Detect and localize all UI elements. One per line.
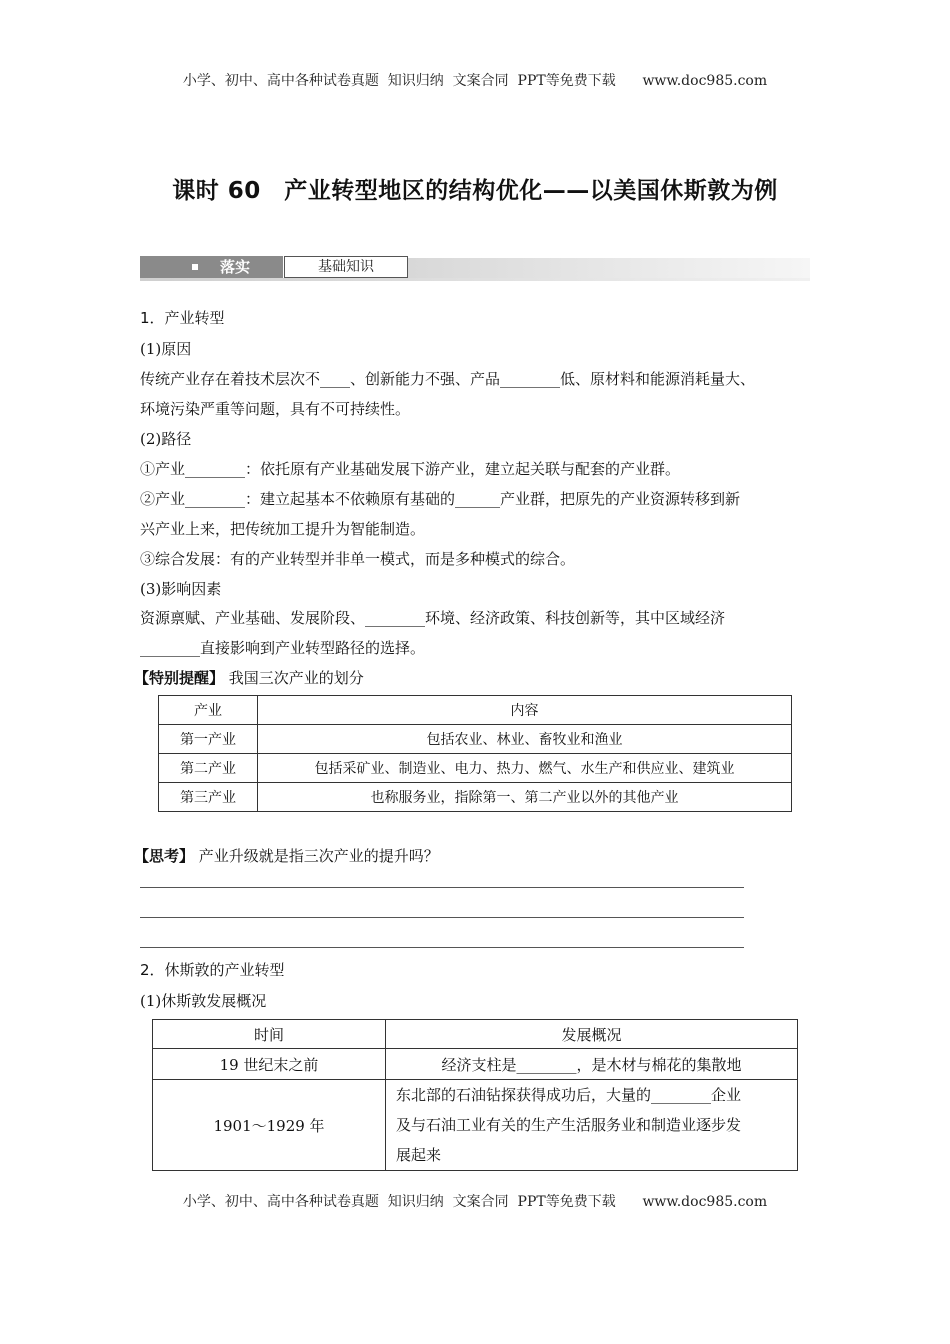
page-footer: 小学、初中、高中各种试卷真题 知识归纳 文案合同 PPT等免费下载 www.doc985.com xyxy=(182,1194,768,1210)
table-cell-line: 及与石油工业有关的生产生活服务业和制造业逐步发 xyxy=(396,1116,742,1134)
banner-dark-tab xyxy=(140,256,283,278)
table-row xyxy=(153,1080,798,1171)
section1-p1-line1: 传统产业存在着技术层次不____、创新能力不强、产品________低、原材料和能源消耗量大、 xyxy=(140,370,756,388)
table-cell: 19 世纪末之前 xyxy=(153,1049,386,1080)
table-cell: 包括农业、林业、畜牧业和渔业 xyxy=(258,725,792,754)
table-header-row xyxy=(153,1020,798,1049)
reminder-text: 我国三次产业的划分 xyxy=(228,669,364,687)
table-cell: 1901～1929 年 xyxy=(153,1080,386,1171)
section1-p2-item3: ③综合发展：有的产业转型并非单一模式，而是多种模式的综合。 xyxy=(140,550,576,568)
section1-p1-line2: 环境污染严重等问题，具有不可持续性。 xyxy=(140,400,411,418)
table-cell-line: 展起来 xyxy=(396,1146,442,1164)
section1-p2-item2-line1: ②产业________：建立起基本不依赖原有基础的______产业群，把原先的产业资源转移到新 xyxy=(140,490,741,508)
reminder-heading xyxy=(134,667,824,688)
banner-underline xyxy=(140,278,810,281)
section1-p3-line1: 资源禀赋、产业基础、发展阶段、________环境、经济政策、科技创新等，其中区域经济 xyxy=(140,609,726,627)
section2-sub1: (1)休斯敦发展概况 xyxy=(140,992,267,1010)
table-cell: 第三产业 xyxy=(159,783,258,812)
table-row xyxy=(159,725,792,754)
table-header-cell: 产业 xyxy=(159,696,258,725)
banner-dark-label: 落实 xyxy=(220,258,251,276)
table-header-cell: 发展概况 xyxy=(386,1020,798,1049)
section1-heading: 1．产业转型 xyxy=(140,309,225,327)
section1-sub3: (3)影响因素 xyxy=(140,580,222,598)
table-row xyxy=(159,783,792,812)
page-title: 课时 60 产业转型地区的结构优化——以美国休斯敦为例 xyxy=(172,178,778,204)
table-row xyxy=(159,754,792,783)
banner-fade xyxy=(408,258,810,280)
table-cell-line: 东北部的石油钻探获得成功后，大量的________企业 xyxy=(396,1086,742,1104)
section1-p2-item1: ①产业________：依托原有产业基础发展下游产业，建立起关联与配套的产业群。 xyxy=(140,460,681,478)
section2-heading: 2．休斯敦的产业转型 xyxy=(140,961,285,979)
table-row xyxy=(153,1049,798,1080)
section1-p2-item2-line2: 兴产业上来，把传统加工提升为智能制造。 xyxy=(140,520,426,538)
banner-box-label: 基础知识 xyxy=(284,256,408,278)
section1-p3-line2: ________直接影响到产业转型路径的选择。 xyxy=(140,639,426,657)
answer-line[interactable] xyxy=(140,917,744,918)
square-bullet-icon xyxy=(192,264,198,270)
reminder-label: 【特别提醒】 xyxy=(134,669,225,687)
think-heading xyxy=(134,845,824,866)
table-header-cell: 时间 xyxy=(153,1020,386,1049)
section1-sub1: (1)原因 xyxy=(140,340,192,358)
answer-line[interactable] xyxy=(140,887,744,888)
industry-classification-table xyxy=(158,695,792,812)
think-question: 产业升级就是指三次产业的提升吗？ xyxy=(198,847,439,865)
table-cell: 第一产业 xyxy=(159,725,258,754)
think-label: 【思考】 xyxy=(134,847,195,865)
table-header-row xyxy=(159,696,792,725)
table-cell: 包括采矿业、制造业、电力、热力、燃气、水生产和供应业、建筑业 xyxy=(258,754,792,783)
table-cell xyxy=(386,1080,798,1171)
section-banner xyxy=(140,256,810,282)
section1-sub2: (2)路径 xyxy=(140,430,192,448)
table-header-cell: 内容 xyxy=(258,696,792,725)
table-cell: 第二产业 xyxy=(159,754,258,783)
table-cell: 也称服务业，指除第一、第二产业以外的其他产业 xyxy=(258,783,792,812)
answer-line[interactable] xyxy=(140,947,744,948)
page-header: 小学、初中、高中各种试卷真题 知识归纳 文案合同 PPT等免费下载 www.doc985.com xyxy=(182,73,768,89)
table-cell: 经济支柱是________，是木材与棉花的集散地 xyxy=(386,1049,798,1080)
houston-development-table xyxy=(152,1019,798,1171)
